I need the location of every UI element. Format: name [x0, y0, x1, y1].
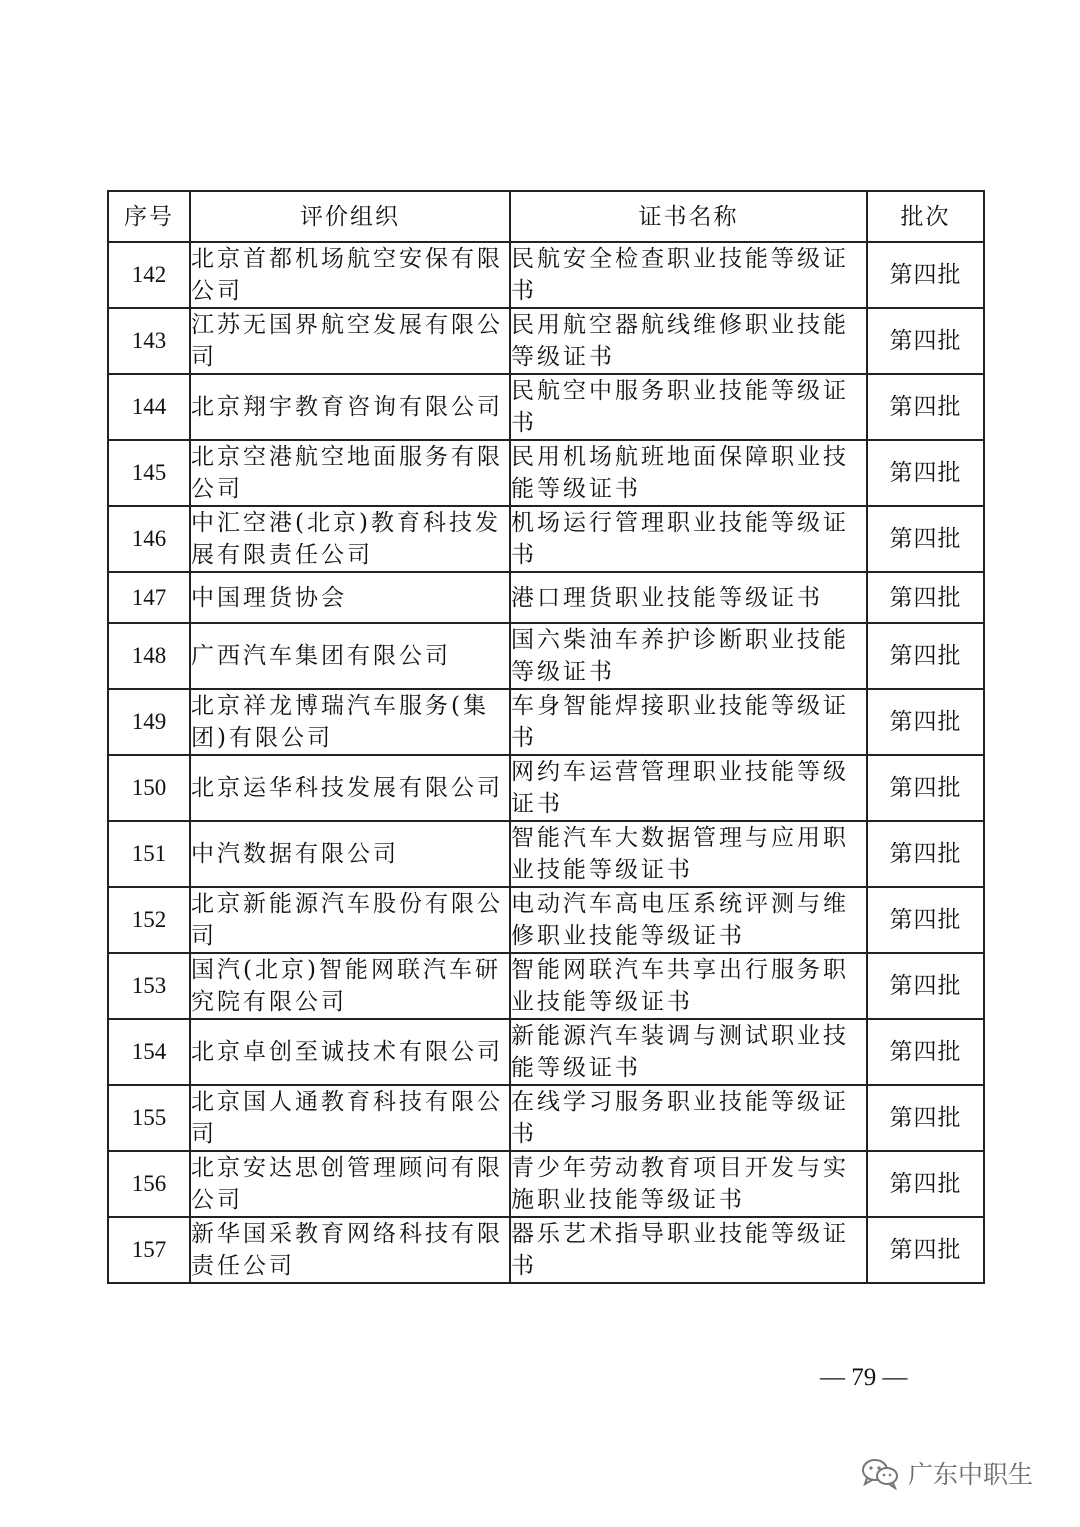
table-row [108, 440, 984, 506]
table-row [108, 308, 984, 374]
cell-serial-number: 148 [108, 623, 190, 689]
cell-evaluation-org: 江苏无国界航空发展有限公司 [190, 308, 510, 374]
table-row [108, 821, 984, 887]
cell-serial-number: 157 [108, 1217, 190, 1283]
table-row [108, 1019, 984, 1085]
table-row [108, 1217, 984, 1283]
cell-serial-number: 142 [108, 242, 190, 308]
cell-serial-number: 156 [108, 1151, 190, 1217]
cell-certificate-name: 在线学习服务职业技能等级证书 [510, 1085, 867, 1151]
cell-evaluation-org: 广西汽车集团有限公司 [190, 623, 510, 689]
cell-evaluation-org: 北京翔宇教育咨询有限公司 [190, 374, 510, 440]
cell-certificate-name: 器乐艺术指导职业技能等级证书 [510, 1217, 867, 1283]
cell-evaluation-org: 北京卓创至诚技术有限公司 [190, 1019, 510, 1085]
header-serial-number: 序号 [108, 191, 190, 242]
cell-evaluation-org: 北京祥龙博瑞汽车服务(集团)有限公司 [190, 689, 510, 755]
cell-evaluation-org: 中汽数据有限公司 [190, 821, 510, 887]
table-body [108, 242, 984, 1283]
cell-serial-number: 153 [108, 953, 190, 1019]
header-certificate-name: 证书名称 [510, 191, 867, 242]
watermark-text: 广东中职生 [908, 1460, 1034, 1489]
table-header-row [108, 191, 984, 242]
cell-certificate-name: 网约车运营管理职业技能等级证书 [510, 755, 867, 821]
cell-batch: 第四批 [867, 689, 984, 755]
cell-certificate-name: 电动汽车高电压系统评测与维修职业技能等级证书 [510, 887, 867, 953]
cell-certificate-name: 国六柴油车养护诊断职业技能等级证书 [510, 623, 867, 689]
table-row [108, 506, 984, 572]
page-number: — 79 — [820, 1364, 908, 1391]
cell-certificate-name: 车身智能焊接职业技能等级证书 [510, 689, 867, 755]
cell-batch: 第四批 [867, 887, 984, 953]
header-evaluation-org: 评价组织 [190, 191, 510, 242]
cell-batch: 第四批 [867, 1019, 984, 1085]
table-row [108, 1151, 984, 1217]
table-row [108, 242, 984, 308]
table-row [108, 623, 984, 689]
cell-evaluation-org: 北京运华科技发展有限公司 [190, 755, 510, 821]
cell-batch: 第四批 [867, 374, 984, 440]
table-row [108, 953, 984, 1019]
cell-certificate-name: 民用航空器航线维修职业技能等级证书 [510, 308, 867, 374]
certificate-table [107, 190, 985, 1284]
table-row [108, 1085, 984, 1151]
cell-serial-number: 147 [108, 572, 190, 623]
cell-serial-number: 149 [108, 689, 190, 755]
cell-batch: 第四批 [867, 821, 984, 887]
cell-serial-number: 143 [108, 308, 190, 374]
cell-certificate-name: 港口理货职业技能等级证书 [510, 572, 867, 623]
cell-certificate-name: 新能源汽车装调与测试职业技能等级证书 [510, 1019, 867, 1085]
table-row [108, 887, 984, 953]
cell-serial-number: 146 [108, 506, 190, 572]
cell-evaluation-org: 新华国采教育网络科技有限责任公司 [190, 1217, 510, 1283]
cell-serial-number: 155 [108, 1085, 190, 1151]
cell-serial-number: 151 [108, 821, 190, 887]
cell-batch: 第四批 [867, 1085, 984, 1151]
cell-serial-number: 152 [108, 887, 190, 953]
wechat-icon [860, 1456, 900, 1490]
cell-evaluation-org: 北京空港航空地面服务有限公司 [190, 440, 510, 506]
watermark [860, 1455, 1033, 1491]
cell-certificate-name: 民航安全检查职业技能等级证书 [510, 242, 867, 308]
cell-serial-number: 144 [108, 374, 190, 440]
cell-evaluation-org: 北京新能源汽车股份有限公司 [190, 887, 510, 953]
cell-certificate-name: 智能网联汽车共享出行服务职业技能等级证书 [510, 953, 867, 1019]
cell-serial-number: 154 [108, 1019, 190, 1085]
cell-batch: 第四批 [867, 755, 984, 821]
cell-evaluation-org: 中汇空港(北京)教育科技发展有限责任公司 [190, 506, 510, 572]
cell-batch: 第四批 [867, 242, 984, 308]
cell-evaluation-org: 中国理货协会 [190, 572, 510, 623]
cell-evaluation-org: 国汽(北京)智能网联汽车研究院有限公司 [190, 953, 510, 1019]
cell-certificate-name: 青少年劳动教育项目开发与实施职业技能等级证书 [510, 1151, 867, 1217]
table-row [108, 689, 984, 755]
table-row [108, 374, 984, 440]
cell-certificate-name: 民用机场航班地面保障职业技能等级证书 [510, 440, 867, 506]
cell-batch: 第四批 [867, 1217, 984, 1283]
cell-batch: 第四批 [867, 440, 984, 506]
cell-batch: 第四批 [867, 953, 984, 1019]
cell-certificate-name: 智能汽车大数据管理与应用职业技能等级证书 [510, 821, 867, 887]
table-row [108, 572, 984, 623]
table-row [108, 755, 984, 821]
cell-certificate-name: 机场运行管理职业技能等级证书 [510, 506, 867, 572]
cell-certificate-name: 民航空中服务职业技能等级证书 [510, 374, 867, 440]
cell-batch: 第四批 [867, 506, 984, 572]
cell-batch: 第四批 [867, 623, 984, 689]
cell-serial-number: 145 [108, 440, 190, 506]
cell-evaluation-org: 北京国人通教育科技有限公司 [190, 1085, 510, 1151]
header-batch: 批次 [867, 191, 984, 242]
cell-evaluation-org: 北京首都机场航空安保有限公司 [190, 242, 510, 308]
cell-batch: 第四批 [867, 308, 984, 374]
cell-batch: 第四批 [867, 572, 984, 623]
cell-evaluation-org: 北京安达思创管理顾问有限公司 [190, 1151, 510, 1217]
cell-serial-number: 150 [108, 755, 190, 821]
cell-batch: 第四批 [867, 1151, 984, 1217]
